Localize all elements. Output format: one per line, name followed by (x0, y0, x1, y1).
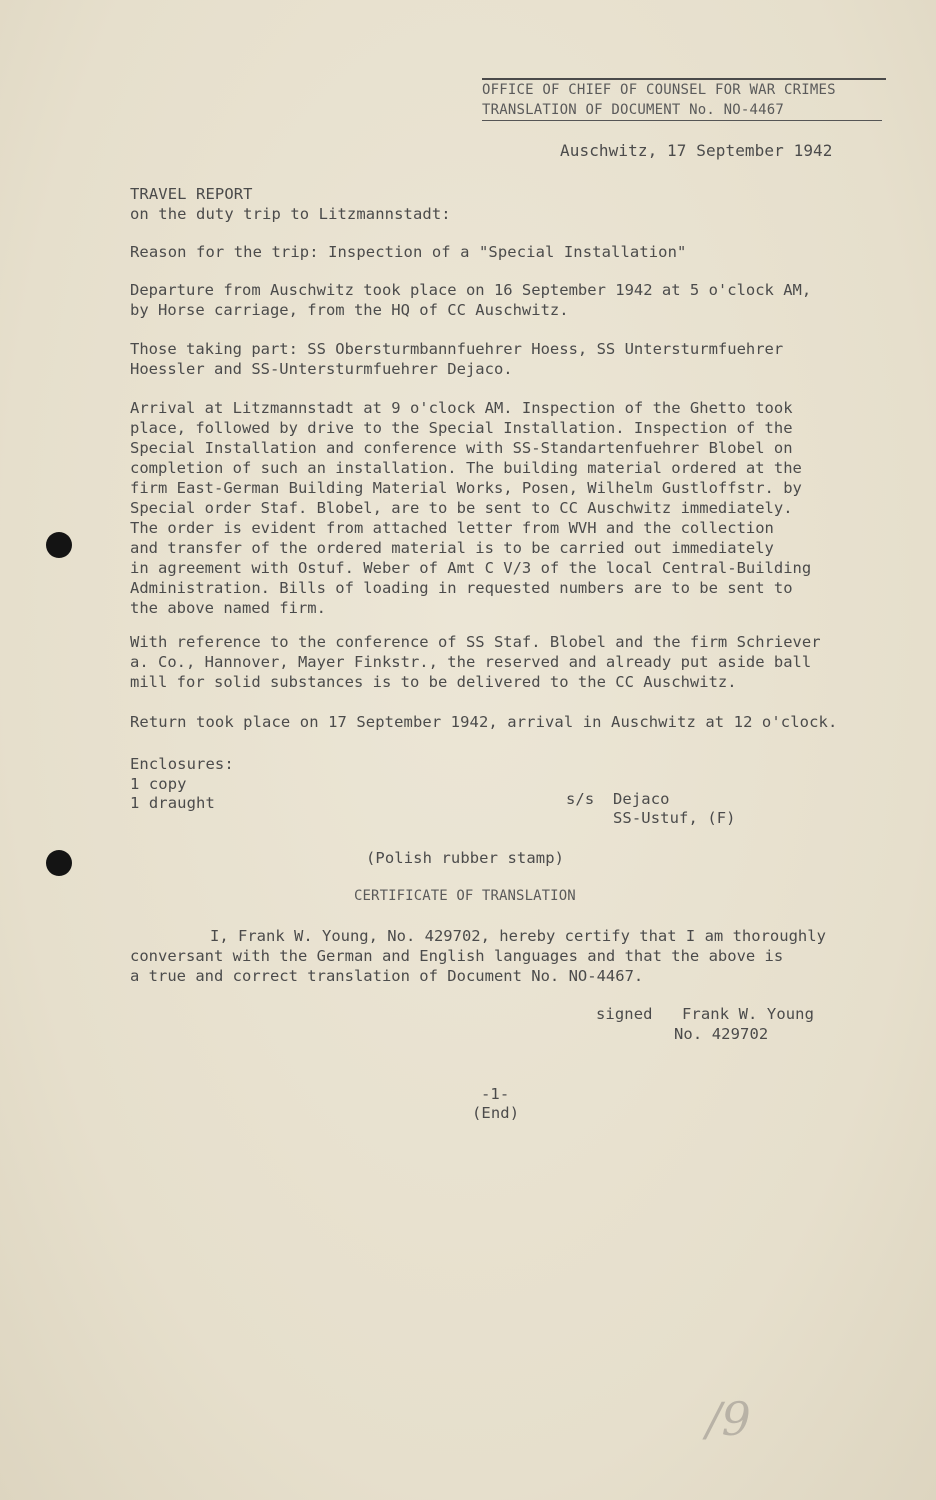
text-line: a. Co., Hannover, Mayer Finkstr., the reserved and already put aside ball (130, 653, 812, 671)
translator-name: Frank W. Young (682, 1005, 815, 1023)
text-line: firm East-German Building Material Works, Posen, Wilhelm Gustloffstr. by (130, 479, 802, 497)
enclosures-label: Enclosures: (130, 755, 234, 773)
signature-name: Dejaco (613, 790, 670, 808)
text-line: Special order Staf. Blobel, are to be sent to CC Auschwitz immediately. (130, 499, 793, 517)
departure-paragraph (130, 280, 840, 320)
text-line: Those taking part: SS Obersturmbannfuehrer Hoess, SS Untersturmfuehrer (130, 340, 784, 358)
conference-paragraph (130, 632, 840, 692)
punch-hole (46, 532, 72, 558)
participants-paragraph (130, 339, 840, 379)
certificate-paragraph (130, 926, 840, 986)
rubber-stamp-note: (Polish rubber stamp) (366, 849, 565, 867)
end-marker: (End) (472, 1104, 520, 1122)
cert-signed-label: signed (596, 1005, 653, 1023)
text-line: Arrival at Litzmannstadt at 9 o'clock AM. Inspection of the Ghetto took (130, 399, 793, 417)
dateline: Auschwitz, 17 September 1942 (560, 141, 833, 160)
enclosure-item: 1 draught (130, 794, 215, 812)
text-line: and transfer of the ordered material is to be carried out immediately (130, 539, 774, 557)
text-line: mill for solid substances is to be delivered to the CC Auschwitz. (130, 673, 737, 691)
report-subtitle: on the duty trip to Litzmannstadt: (130, 205, 451, 223)
text-line: the above named firm. (130, 599, 326, 617)
text-line: Special Installation and conference with SS-Standartenfuehrer Blobel on (130, 439, 793, 457)
arrival-paragraph (130, 398, 840, 618)
text-line: place, followed by drive to the Special Installation. Inspection of the (130, 419, 793, 437)
office-header (482, 78, 886, 121)
punch-hole (46, 850, 72, 876)
text-line: Departure from Auschwitz took place on 16 September 1942 at 5 o'clock AM, (130, 281, 812, 299)
handwritten-page-mark: /9 (706, 1392, 751, 1446)
text-line: Administration. Bills of loading in requested numbers are to be sent to (130, 579, 793, 597)
text-line: in agreement with Ostuf. Weber of Amt C V/3 of the local Central-Building (130, 559, 812, 577)
text-line: The order is evident from attached letter from WVH and the collection (130, 519, 774, 537)
translator-number: No. 429702 (674, 1025, 769, 1043)
signature-rank: SS-Ustuf, (F) (613, 809, 736, 827)
office-title: OFFICE OF CHIEF OF COUNSEL FOR WAR CRIMES (482, 82, 836, 98)
page-number: -1- (481, 1085, 510, 1103)
text-line: by Horse carriage, from the HQ of CC Auschwitz. (130, 301, 569, 319)
certificate-title: CERTIFICATE OF TRANSLATION (354, 888, 576, 904)
text-line: Hoessler and SS-Untersturmfuehrer Dejaco. (130, 360, 513, 378)
text-line: completion of such an installation. The building material ordered at the (130, 459, 802, 477)
text-line: a true and correct translation of Document No. NO-4467. (130, 967, 644, 985)
enclosure-item: 1 copy (130, 775, 187, 793)
text-line: conversant with the German and English languages and that the above is (130, 947, 784, 965)
text-line: I, Frank W. Young, No. 429702, hereby certify that I am thoroughly (210, 927, 826, 945)
translation-doc-number: TRANSLATION OF DOCUMENT No. NO-4467 (482, 100, 882, 121)
report-title: TRAVEL REPORT (130, 185, 253, 203)
trip-reason: Reason for the trip: Inspection of a "Special Installation" (130, 243, 687, 261)
signature-prefix: s/s (566, 790, 595, 808)
text-line: With reference to the conference of SS Staf. Blobel and the firm Schriever (130, 633, 821, 651)
return-line: Return took place on 17 September 1942, arrival in Auschwitz at 12 o'clock. (130, 713, 838, 731)
